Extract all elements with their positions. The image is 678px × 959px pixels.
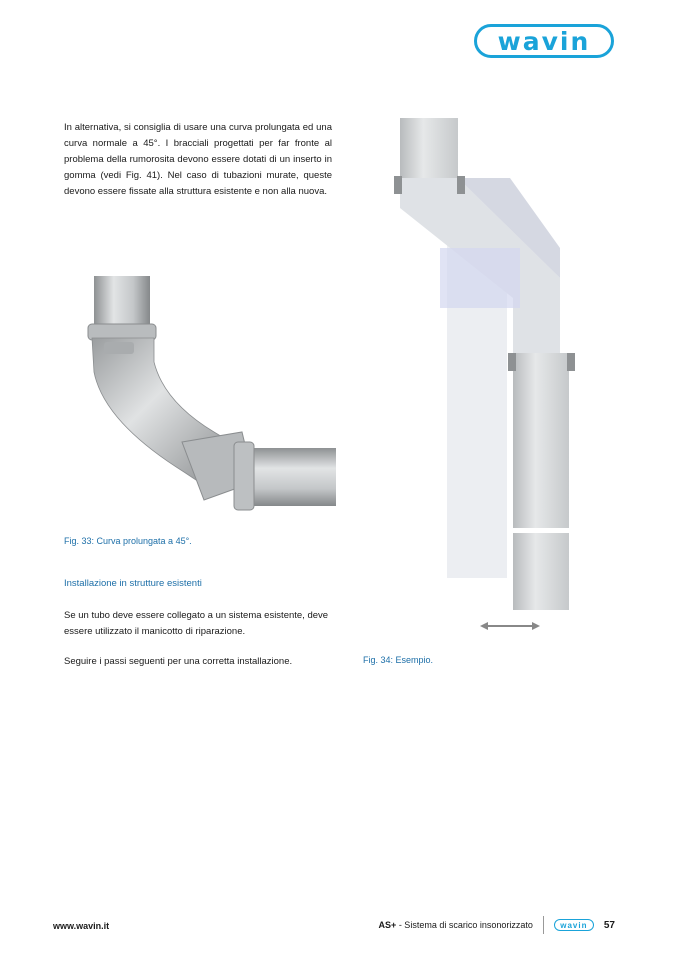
section-paragraph-1: Se un tubo deve essere collegato a un sistema esistente, deve essere utilizzato il manicotto di riparazione. xyxy=(64,610,329,637)
fig33-caption: Fig. 33: Curva prolungata a 45°. xyxy=(64,536,192,546)
pipe-offset-illustration xyxy=(380,118,580,638)
footer-divider xyxy=(543,916,544,934)
bend-pipe-illustration xyxy=(64,272,336,522)
footer-product: AS+ xyxy=(378,920,397,930)
page-number: 57 xyxy=(603,919,615,931)
footer-url-link[interactable]: www.wavin.it xyxy=(53,921,110,931)
fig34-caption: Fig. 34: Esempio. xyxy=(363,655,434,665)
footer-title xyxy=(379,920,533,930)
footer-subtitle: - Sistema di scarico insonorizzato xyxy=(396,920,533,930)
wavin-logo: wavin xyxy=(474,24,614,58)
section-paragraph-2: Seguire i passi seguenti per una corretta installazione. xyxy=(64,656,293,667)
footer-right xyxy=(379,916,615,934)
intro-paragraph: In alternativa, si consiglia di usare una curva prolungata ed una curva normale a 45°. I bracciali progettati per far fronte al problema della rumorosita devono essere dotati di un inserto in gomma (vedi Fig. 41). Nel caso di tubazioni murate, queste devono essere fissate alla struttura esistente e non alla nuova. xyxy=(64,122,332,197)
section-heading: Installazione in strutture esistenti xyxy=(64,578,202,589)
footer-wavin-logo: wavin xyxy=(554,919,594,931)
